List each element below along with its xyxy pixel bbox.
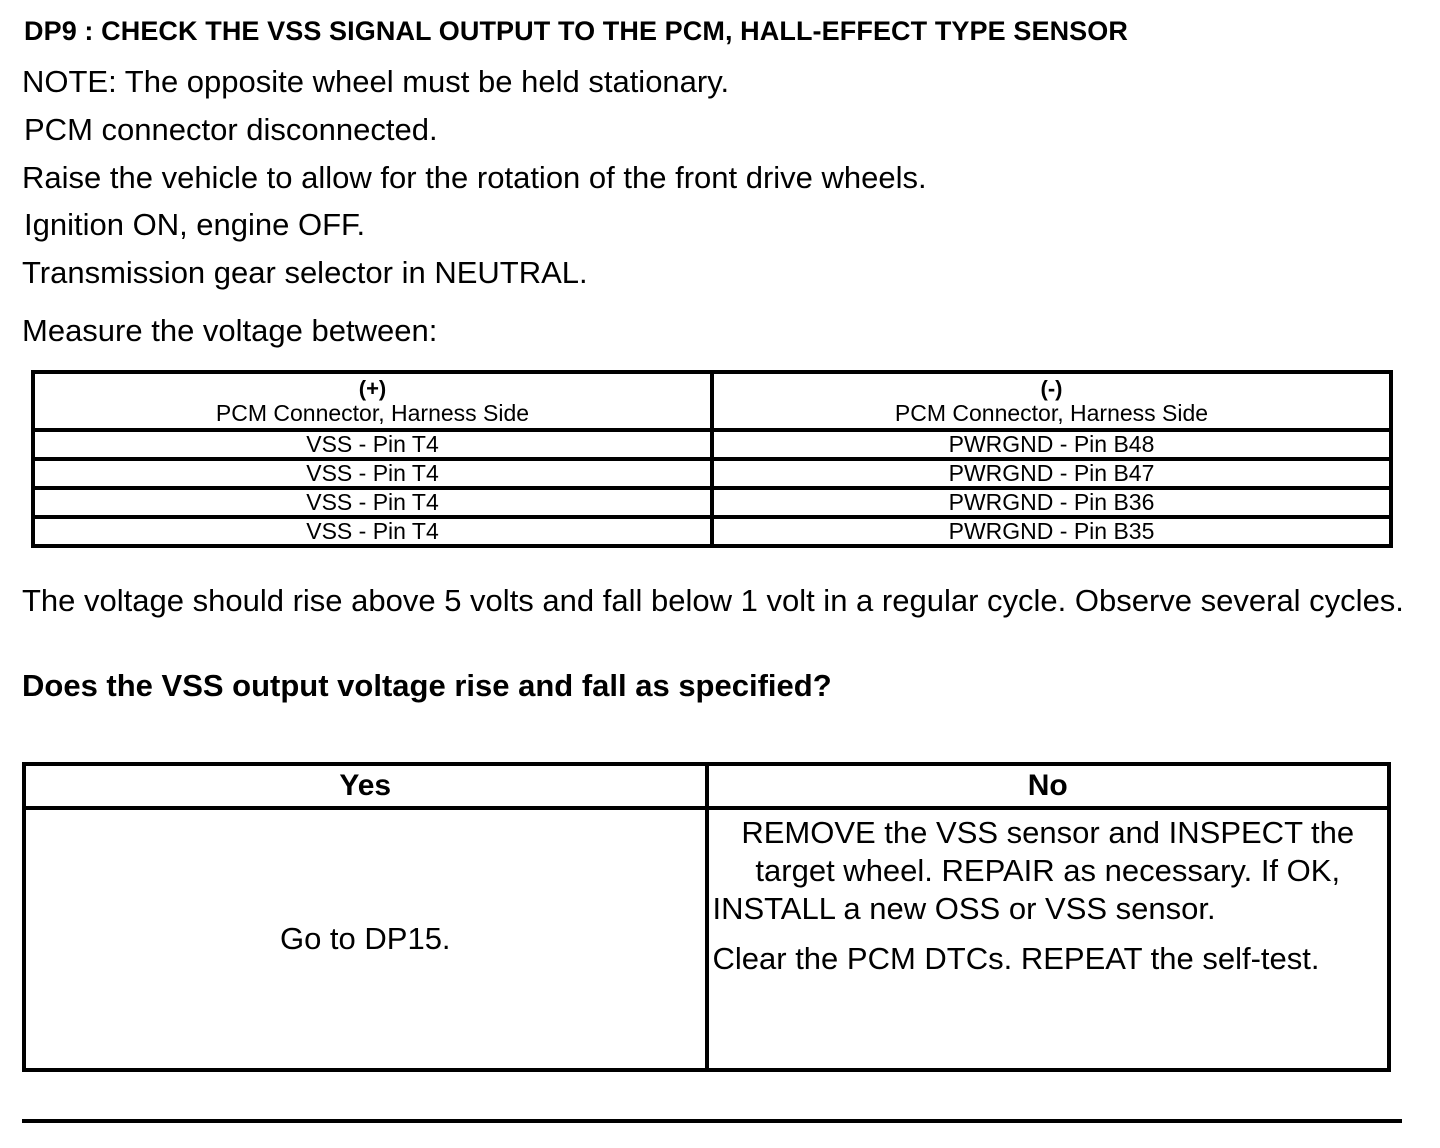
- no-header: No: [707, 764, 1390, 808]
- pin-table-header-row: [33, 372, 1391, 430]
- pin-table: [31, 370, 1393, 548]
- positive-pin-cell: VSS - Pin T4: [33, 488, 712, 517]
- yes-action: Go to DP15.: [24, 808, 707, 1070]
- positive-pin-cell: VSS - Pin T4: [33, 517, 712, 546]
- yes-header: Yes: [24, 764, 707, 808]
- positive-header: [33, 372, 712, 430]
- decision-header-row: [24, 764, 1389, 808]
- no-action-followup: Clear the PCM DTCs. REPEAT the self-test.: [712, 941, 1320, 976]
- step-ignition: Ignition ON, engine OFF.: [24, 207, 366, 242]
- positive-pin-cell: VSS - Pin T4: [33, 459, 712, 488]
- table-row: [33, 517, 1391, 546]
- negative-pin-cell: PWRGND - Pin B47: [712, 459, 1391, 488]
- no-action-instructions: [709, 810, 1388, 928]
- measure-label: Measure the voltage between:: [22, 313, 438, 348]
- step-raise-vehicle: Raise the vehicle to allow for the rotation of the front drive wheels.: [22, 160, 927, 195]
- decision-question: Does the VSS output voltage rise and fall as specified?: [22, 668, 832, 703]
- step-note: NOTE: The opposite wheel must be held stationary.: [22, 64, 730, 99]
- procedure-title: DP9 : CHECK THE VSS SIGNAL OUTPUT TO THE PCM, HALL-EFFECT TYPE SENSOR: [24, 16, 1128, 46]
- negative-symbol: (-): [1040, 376, 1063, 401]
- positive-header-label: PCM Connector, Harness Side: [215, 400, 530, 426]
- decision-row: [24, 808, 1389, 1070]
- positive-symbol: (+): [358, 376, 387, 401]
- negative-pin-cell: PWRGND - Pin B36: [712, 488, 1391, 517]
- table-row: [33, 459, 1391, 488]
- bottom-divider: [22, 1119, 1402, 1123]
- decision-table: [22, 762, 1391, 1072]
- negative-header-label: PCM Connector, Harness Side: [894, 400, 1209, 426]
- table-row: [33, 430, 1391, 459]
- step-gear-selector: Transmission gear selector in NEUTRAL.: [22, 255, 588, 290]
- voltage-note: The voltage should rise above 5 volts and fall below 1 volt in a regular cycle. Observe several cycles.: [22, 583, 1404, 618]
- negative-header: [712, 372, 1391, 430]
- positive-pin-cell: VSS - Pin T4: [33, 430, 712, 459]
- no-action: [707, 808, 1390, 1070]
- negative-pin-cell: PWRGND - Pin B35: [712, 517, 1391, 546]
- no-action-line: REMOVE the VSS sensor and INSPECT the: [741, 815, 1355, 850]
- table-row: [33, 488, 1391, 517]
- no-action-line: target wheel. REPAIR as necessary. If OK,: [755, 853, 1341, 888]
- step-connector: PCM connector disconnected.: [24, 112, 438, 147]
- negative-pin-cell: PWRGND - Pin B48: [712, 430, 1391, 459]
- no-action-line: INSTALL a new OSS or VSS sensor.: [712, 891, 1216, 926]
